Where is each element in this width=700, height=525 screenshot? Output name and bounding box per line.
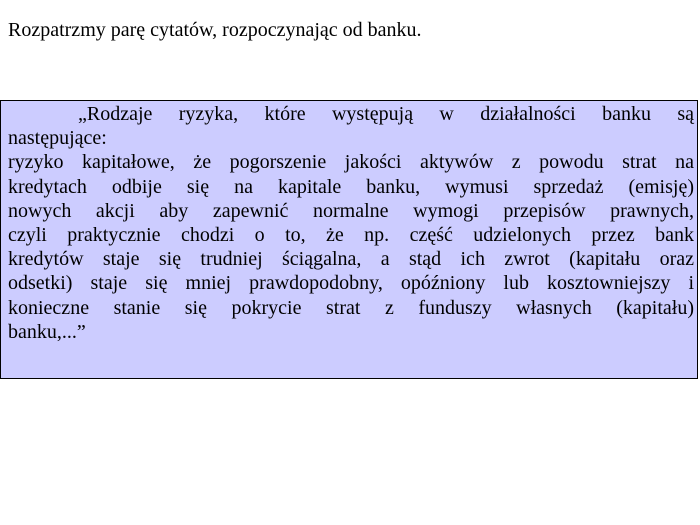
quote-line: nowych akcji aby zapewnić normalne wymogi przepisów prawnych, bbox=[8, 199, 694, 222]
quote-text bbox=[8, 102, 694, 344]
quote-line: „Rodzaje ryzyka, które występują w działalności banku są bbox=[78, 103, 694, 125]
quote-line: kredytach odbije się na kapitale banku, wymusi sprzedaż (emisję) bbox=[8, 175, 694, 198]
slide-title: Rozpatrzmy parę cytatów, rozpoczynając od banku. bbox=[8, 19, 422, 41]
quote-line: odsetki) staje się mniej prawdopodobny, opóźniony lub kosztowniejszy i bbox=[8, 272, 694, 295]
quote-line: następujące: bbox=[8, 127, 107, 150]
quote-box bbox=[0, 100, 698, 379]
quote-line: kredytów staje się trudniej ściągalna, a stąd ich zwrot (kapitału oraz bbox=[8, 248, 694, 271]
quote-line: ryzyko kapitałowe, że pogorszenie jakości aktywów z powodu strat na bbox=[8, 151, 694, 174]
quote-line: banku,...” bbox=[8, 320, 86, 343]
quote-line: konieczne stanie się pokrycie strat z funduszy własnych (kapitału) bbox=[8, 296, 694, 319]
quote-line: czyli praktycznie chodzi o to, że np. część udzielonych przez bank bbox=[8, 224, 694, 247]
